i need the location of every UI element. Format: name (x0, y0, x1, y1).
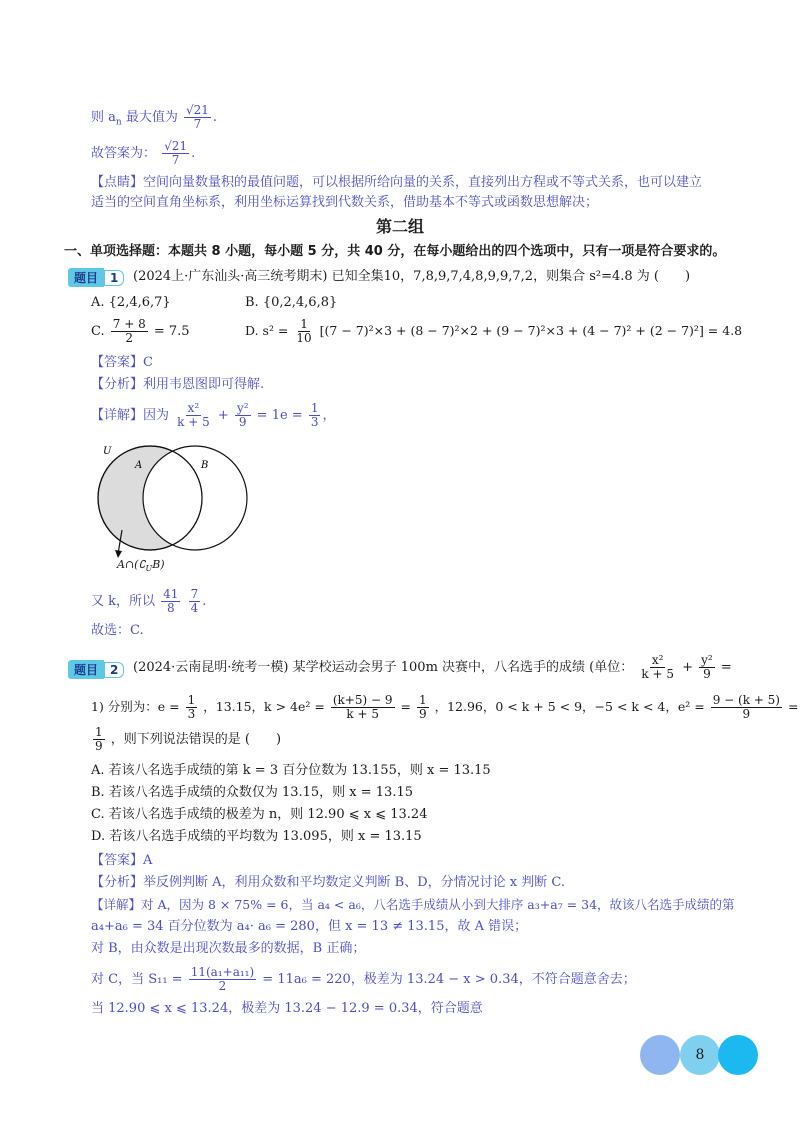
venn-label-b: B (201, 460, 209, 471)
q1-option-c: C. $\frac{7 + 8}{2}$ = 7.5 (91, 317, 190, 345)
q1-option-a: A. {2,4,6,7} (91, 295, 171, 310)
q2-stem-line-2: 1) 分别为：e = $\frac{1}{3}$ ，13.15，k > 4e² = $\frac{(k+5) - 9}{k + 5}$ = $\frac{1}{9}$ ，12.96，0 < k + 5 < 9，−5 < k < 4，e² = $\frac{9 - (k + 5)}{9}$ = (91, 693, 799, 721)
q2-analysis: 【分析】举反例判断 A，利用众数和平均数定义判断 B、D，分情况讨论 x 判断 C. (91, 875, 565, 890)
prev-answer-line: 故答案为： $\frac{√21}{7}$ . (91, 139, 196, 167)
q1-option-b: B. {0,2,4,6,8} (245, 295, 338, 310)
q1-choose: 故选：C. (91, 623, 144, 638)
fraction: $\frac{√21}{7}$ (164, 139, 188, 167)
venn-label-u: U (103, 446, 112, 457)
q2-detail-2: a₄+a₆ = 34 百分位数为 a₄· a₆ = 280，但 x = 13 ≠ 13.15，故 A 错误； (91, 919, 528, 934)
page-number: 8 (695, 1047, 705, 1063)
q2-option-a: A. 若该八名选手成绩的第 k = 3 百分位数为 13.155，则 x = 13.15 (91, 763, 491, 778)
q2-detail-4: 对 C，当 S₁₁ = $\frac{\text{11(a₁+a₁₁)}}{2}$ = 11a₆ = 220，极差为 13.24 − x > 0.34，不符合题意舍去； (91, 965, 636, 993)
q1-also-line: 又 k，所以 $\frac{41}{8}$ $\frac{7}{4}$ . (91, 587, 207, 615)
prev-max-line: 则 $a_n$ 最大值为 $\frac{√21}{7}$ . (91, 103, 218, 131)
q1-answer: 【答案】C (91, 355, 153, 370)
q1-detail: 【详解】因为 $\frac{\text{x²}}{k + 5}$ + $\frac{\text{y²}}{9}$ = 1e = $\frac{1}{3}$ ， (91, 401, 336, 429)
comment-line-1: 【点睛】空间向量数量积的最值问题，可以根据所给向量的关系，直接列出方程或不等式关系，也可以建立 (91, 175, 703, 190)
page-number-decoration (640, 1035, 760, 1075)
circle-left (640, 1035, 680, 1075)
q1-stem: (2024上·广东汕头·高三统考期末) 已知全集10，7,8,9,7,4,8,9,9,7,2，则集合 s²=4.8 为 ( ) (133, 269, 691, 284)
q2-stem-line-3: $\frac{1}{9}$ ，则下列说法错误的是 ( ) (95, 725, 282, 753)
q2-answer: 【答案】A (91, 853, 153, 868)
q2-detail-1: 【详解】对 A，因为 8 × 75% = 6，当 a₄ < a₆，八名选手成绩从小到大排序 a₃+a₇ = 34，故该八名选手成绩的第 (91, 897, 735, 912)
q2-option-d: D. 若该八名选手成绩的平均数为 13.095，则 x = 13.15 (91, 829, 422, 844)
q2-stem-line-1: (2024·云南昆明·统考一模) 某学校运动会男子 100m 决赛中，八名选手的成绩 (单位： $\frac{\text{x²}}{k + 5}$ + $\frac{\text{y²}}{9}$ = (133, 653, 732, 681)
section-heading: 一、单项选择题：本题共 8 小题，每小题 5 分，共 40 分，在每小题给出的四个选项中，只有一项是符合要求的。 (64, 244, 726, 259)
q2-option-b: B. 若该八名选手成绩的众数仅为 13.15，则 x = 13.15 (91, 785, 414, 800)
q2-detail-5: 当 12.90 ⩽ x ⩽ 13.24，极差为 13.24 − 12.9 = 0.34，符合题意 (91, 1001, 483, 1016)
question-badge-2: 题目 2 (68, 660, 124, 679)
fraction: $\frac{√21}{7}$ (185, 103, 209, 131)
question-badge-1: 题目 1 (68, 268, 124, 287)
q2-detail-3: 对 B，由众数是出现次数最多的数据，B 正确； (91, 941, 366, 956)
q2-option-c: C. 若该八名选手成绩的极差为 n，则 12.90 ⩽ x ⩽ 13.24 (91, 807, 428, 822)
venn-caption: $A\cap(∁_UB)$ (117, 558, 165, 574)
circle-right (718, 1035, 758, 1075)
comment-line-2: 适当的空间直角坐标系，利用坐标运算找到代数关系，借助基本不等式或函数思想解决； (91, 195, 599, 210)
venn-label-a: A (135, 460, 143, 471)
q1-analysis: 【分析】利用韦恩图即可得解. (91, 377, 265, 392)
group-title: 第二组 (375, 217, 424, 236)
circle-mid (680, 1035, 720, 1075)
q1-option-d: D. s² = $\frac{1}{10}$ [(7 − 7)²×3 + (8 − 7)²×2 + (9 − 7)²×3 + (4 − 7)² + (2 − 7)²] = 4.8 (245, 317, 743, 345)
